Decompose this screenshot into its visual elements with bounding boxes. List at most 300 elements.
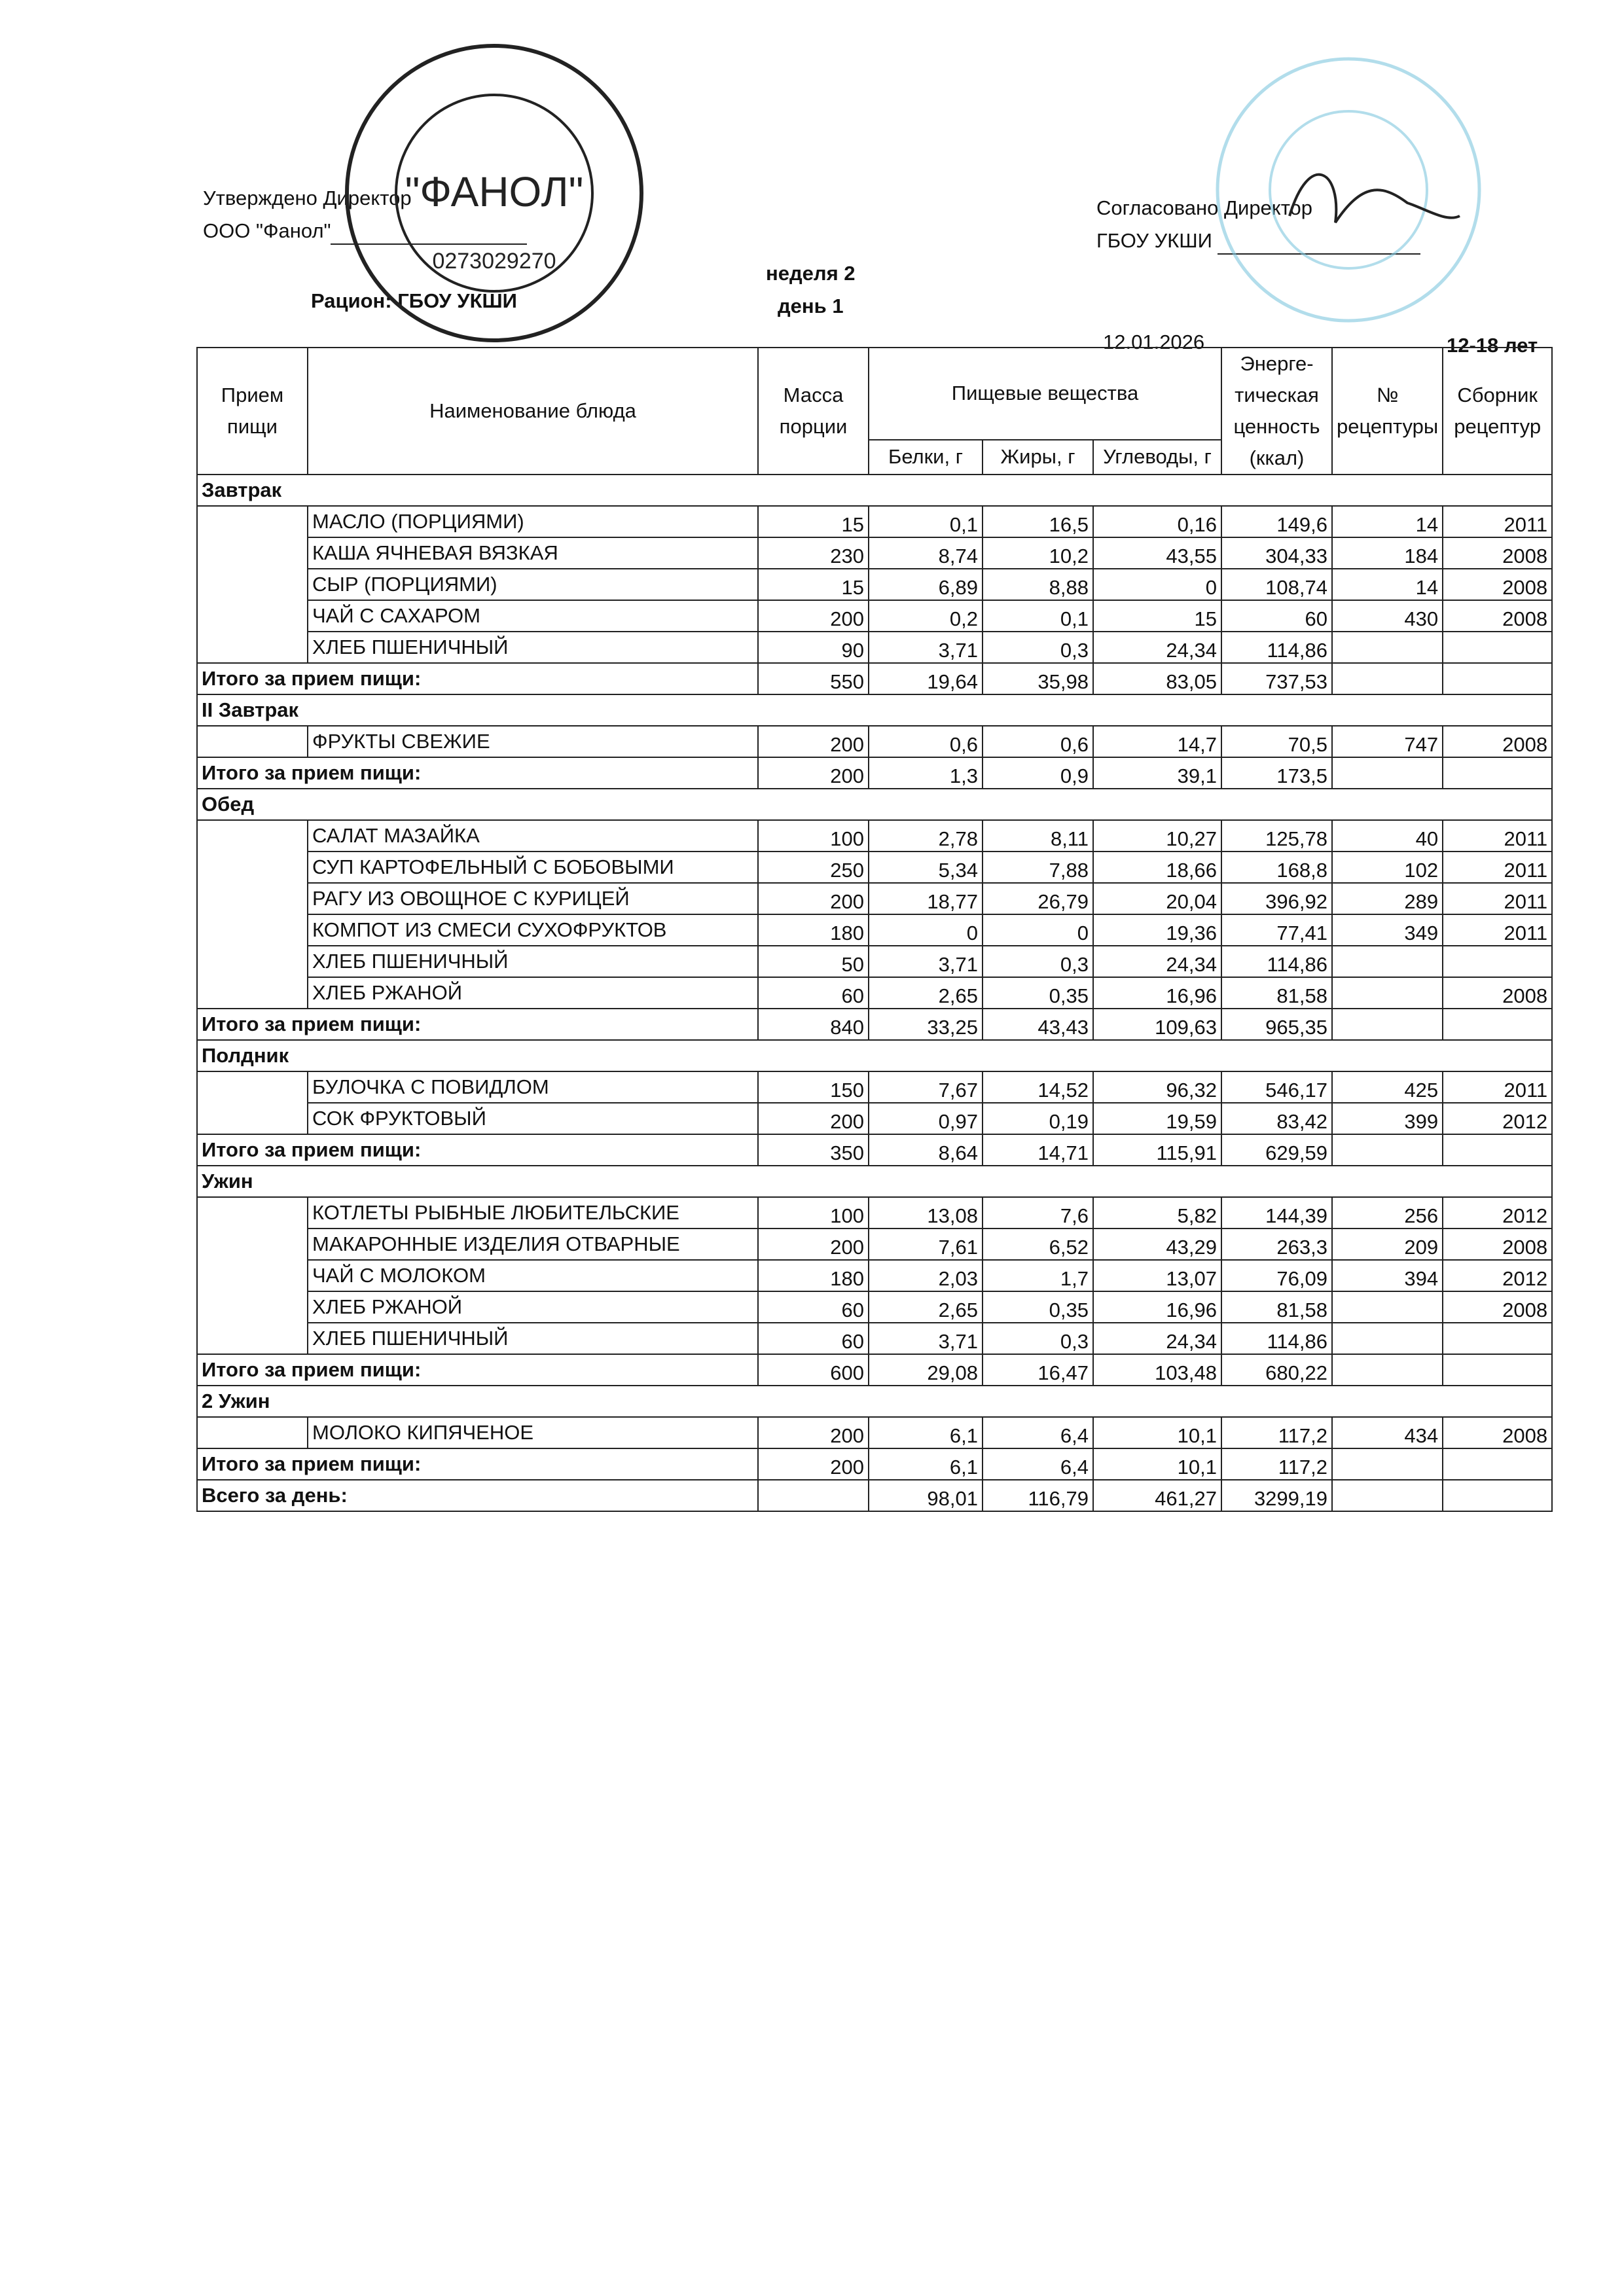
total-mass: 600: [758, 1354, 869, 1386]
signature-mark: [1290, 175, 1460, 223]
dish-mass: 200: [758, 1103, 869, 1134]
day-total-carbs: 461,27: [1093, 1480, 1221, 1511]
section-header: [197, 1166, 1552, 1197]
dish-recipe-no: [1332, 946, 1443, 977]
dish-energy: 114,86: [1221, 1323, 1332, 1354]
meal-cell: [197, 726, 308, 757]
agreed-org: ГБОУ УКШИ: [1096, 229, 1212, 252]
date: 12.01.2026: [1103, 331, 1205, 353]
day-label: день 1: [778, 295, 844, 317]
dish-carbs: 0,16: [1093, 506, 1221, 537]
total-protein: 33,25: [869, 1009, 983, 1040]
dish-recipe-no: [1332, 977, 1443, 1009]
dish-protein: 6,89: [869, 569, 983, 600]
day-total-mass: [758, 1480, 869, 1511]
dish-mass: 50: [758, 946, 869, 977]
dish-protein: 2,65: [869, 1291, 983, 1323]
meal-cell: [197, 1323, 308, 1354]
total-carbs: 115,91: [1093, 1134, 1221, 1166]
dish-fat: 8,11: [983, 820, 1093, 852]
dish-energy: 76,09: [1221, 1260, 1332, 1291]
meal-total-row: [197, 1009, 1552, 1040]
section-header: [197, 694, 1552, 726]
dish-carbs: 43,29: [1093, 1229, 1221, 1260]
dish-collection: 2012: [1443, 1197, 1552, 1229]
day-total-energy: 3299,19: [1221, 1480, 1332, 1511]
dish-row: [197, 1260, 1552, 1291]
col-recipe-no: № рецептуры: [1332, 348, 1443, 475]
meal-cell: [197, 1229, 308, 1260]
dish-carbs: 15: [1093, 600, 1221, 632]
dish-energy: 144,39: [1221, 1197, 1332, 1229]
dish-collection: 2011: [1443, 914, 1552, 946]
dish-energy: 81,58: [1221, 1291, 1332, 1323]
dish-mass: 60: [758, 977, 869, 1009]
day-total-protein: 98,01: [869, 1480, 983, 1511]
dish-fat: 0,35: [983, 1291, 1093, 1323]
dish-name: КОТЛЕТЫ РЫБНЫЕ ЛЮБИТЕЛЬСКИЕ: [308, 1197, 758, 1229]
meal-cell: [197, 977, 308, 1009]
meal-cell: [197, 600, 308, 632]
dish-name: ФРУКТЫ СВЕЖИЕ: [308, 726, 758, 757]
dish-protein: 8,74: [869, 537, 983, 569]
dish-name: МАКАРОННЫЕ ИЗДЕЛИЯ ОТВАРНЫЕ: [308, 1229, 758, 1260]
dish-carbs: 16,96: [1093, 977, 1221, 1009]
dish-carbs: 10,1: [1093, 1417, 1221, 1448]
dish-energy: 108,74: [1221, 569, 1332, 600]
meal-cell: [197, 852, 308, 883]
approved-label: Утверждено Директор: [203, 187, 412, 209]
dish-protein: 3,71: [869, 946, 983, 977]
dish-fat: 0,3: [983, 1323, 1093, 1354]
dish-row: [197, 820, 1552, 852]
total-energy: 737,53: [1221, 663, 1332, 694]
dish-recipe-no: [1332, 1291, 1443, 1323]
meal-cell: [197, 820, 308, 852]
day-total-label: Всего за день:: [197, 1480, 758, 1511]
day-total-recipe-no: [1332, 1480, 1443, 1511]
total-protein: 6,1: [869, 1448, 983, 1480]
day-total-collection: [1443, 1480, 1552, 1511]
dish-row: [197, 1229, 1552, 1260]
total-collection: [1443, 1354, 1552, 1386]
meal-cell: [197, 632, 308, 663]
dish-fat: 14,52: [983, 1071, 1093, 1103]
dish-collection: [1443, 946, 1552, 977]
dish-collection: 2008: [1443, 569, 1552, 600]
dish-collection: 2008: [1443, 1291, 1552, 1323]
dish-energy: 83,42: [1221, 1103, 1332, 1134]
dish-protein: 2,65: [869, 977, 983, 1009]
dish-recipe-no: 40: [1332, 820, 1443, 852]
dish-fat: 6,4: [983, 1417, 1093, 1448]
total-carbs: 83,05: [1093, 663, 1221, 694]
total-collection: [1443, 757, 1552, 789]
dish-carbs: 14,7: [1093, 726, 1221, 757]
dish-name: ХЛЕБ ПШЕНИЧНЫЙ: [308, 946, 758, 977]
dish-protein: 3,71: [869, 632, 983, 663]
dish-name: СУП КАРТОФЕЛЬНЫЙ С БОБОВЫМИ: [308, 852, 758, 883]
dish-row: [197, 569, 1552, 600]
dish-recipe-no: 209: [1332, 1229, 1443, 1260]
dish-row: [197, 946, 1552, 977]
dish-name: ХЛЕБ РЖАНОЙ: [308, 977, 758, 1009]
meal-cell: [197, 946, 308, 977]
dish-name: СОК ФРУКТОВЫЙ: [308, 1103, 758, 1134]
svg-text:0273029270: 0273029270: [432, 249, 556, 274]
menu-table: [196, 347, 1553, 1512]
meal-cell: [197, 1260, 308, 1291]
dish-protein: 18,77: [869, 883, 983, 914]
dish-collection: 2011: [1443, 852, 1552, 883]
dish-name: БУЛОЧКА С ПОВИДЛОМ: [308, 1071, 758, 1103]
meal-cell: [197, 1417, 308, 1448]
dish-mass: 15: [758, 569, 869, 600]
dish-protein: 7,67: [869, 1071, 983, 1103]
dish-collection: 2011: [1443, 820, 1552, 852]
dish-fat: 26,79: [983, 883, 1093, 914]
dish-protein: 5,34: [869, 852, 983, 883]
total-mass: 840: [758, 1009, 869, 1040]
dish-collection: 2011: [1443, 883, 1552, 914]
dish-fat: 8,88: [983, 569, 1093, 600]
dish-carbs: 0: [1093, 569, 1221, 600]
dish-row: [197, 632, 1552, 663]
dish-recipe-no: 14: [1332, 569, 1443, 600]
dish-energy: 81,58: [1221, 977, 1332, 1009]
dish-row: [197, 1103, 1552, 1134]
dish-recipe-no: 102: [1332, 852, 1443, 883]
total-recipe-no: [1332, 1134, 1443, 1166]
dish-fat: 7,88: [983, 852, 1093, 883]
dish-protein: 7,61: [869, 1229, 983, 1260]
dish-energy: 114,86: [1221, 946, 1332, 977]
dish-fat: 0,3: [983, 632, 1093, 663]
dish-fat: 0: [983, 914, 1093, 946]
dish-protein: 13,08: [869, 1197, 983, 1229]
dish-mass: 200: [758, 1229, 869, 1260]
dish-collection: [1443, 1323, 1552, 1354]
dish-row: [197, 537, 1552, 569]
meal-total-row: [197, 1448, 1552, 1480]
total-mass: 200: [758, 1448, 869, 1480]
total-mass: 200: [758, 757, 869, 789]
total-energy: 173,5: [1221, 757, 1332, 789]
total-carbs: 10,1: [1093, 1448, 1221, 1480]
dish-energy: 117,2: [1221, 1417, 1332, 1448]
col-protein: Белки, г: [869, 440, 983, 475]
meal-total-row: [197, 1354, 1552, 1386]
dish-name: МОЛОКО КИПЯЧЕНОЕ: [308, 1417, 758, 1448]
section-title: 2 Ужин: [197, 1386, 1552, 1417]
total-recipe-no: [1332, 1448, 1443, 1480]
meal-total-label: Итого за прием пищи:: [197, 1009, 758, 1040]
dish-collection: 2008: [1443, 1417, 1552, 1448]
col-carbs: Углеводы, г: [1093, 440, 1221, 475]
total-protein: 8,64: [869, 1134, 983, 1166]
meal-cell: [197, 1197, 308, 1229]
total-carbs: 103,48: [1093, 1354, 1221, 1386]
dish-row: [197, 506, 1552, 537]
col-collection: Сборник рецептур: [1443, 348, 1552, 475]
dish-row: [197, 977, 1552, 1009]
dish-mass: 180: [758, 914, 869, 946]
dish-recipe-no: 747: [1332, 726, 1443, 757]
dish-carbs: 18,66: [1093, 852, 1221, 883]
dish-protein: 2,78: [869, 820, 983, 852]
total-protein: 19,64: [869, 663, 983, 694]
total-recipe-no: [1332, 757, 1443, 789]
dish-mass: 150: [758, 1071, 869, 1103]
dish-row: [197, 852, 1552, 883]
dish-energy: 396,92: [1221, 883, 1332, 914]
col-name: Наименование блюда: [308, 348, 758, 475]
section-header: [197, 789, 1552, 820]
meal-cell: [197, 537, 308, 569]
dish-collection: 2011: [1443, 1071, 1552, 1103]
dish-name: КОМПОТ ИЗ СМЕСИ СУХОФРУКТОВ: [308, 914, 758, 946]
dish-carbs: 24,34: [1093, 632, 1221, 663]
dish-recipe-no: 349: [1332, 914, 1443, 946]
dish-fat: 7,6: [983, 1197, 1093, 1229]
dish-carbs: 24,34: [1093, 1323, 1221, 1354]
dish-protein: 6,1: [869, 1417, 983, 1448]
dish-row: [197, 600, 1552, 632]
section-title: Завтрак: [197, 475, 1552, 506]
dish-recipe-no: [1332, 1323, 1443, 1354]
total-fat: 16,47: [983, 1354, 1093, 1386]
meal-total-label: Итого за прием пищи:: [197, 1134, 758, 1166]
meal-cell: [197, 883, 308, 914]
dish-protein: 0,1: [869, 506, 983, 537]
dish-protein: 2,03: [869, 1260, 983, 1291]
dish-fat: 1,7: [983, 1260, 1093, 1291]
dish-name: ЧАЙ С МОЛОКОМ: [308, 1260, 758, 1291]
col-fat: Жиры, г: [983, 440, 1093, 475]
section-title: Обед: [197, 789, 1552, 820]
dish-fat: 0,3: [983, 946, 1093, 977]
dish-collection: 2008: [1443, 1229, 1552, 1260]
meal-cell: [197, 914, 308, 946]
menu-body: [197, 475, 1552, 1511]
col-meal: Прием пищи: [197, 348, 308, 475]
total-recipe-no: [1332, 1354, 1443, 1386]
meal-cell: [197, 1103, 308, 1134]
day-total-row: [197, 1480, 1552, 1511]
section-title: II Завтрак: [197, 694, 1552, 726]
dish-name: КАША ЯЧНЕВАЯ ВЯЗКАЯ: [308, 537, 758, 569]
section-header: [197, 1386, 1552, 1417]
ration-label: Рацион: ГБОУ УКШИ: [311, 289, 517, 312]
dish-protein: 0: [869, 914, 983, 946]
dish-fat: 10,2: [983, 537, 1093, 569]
dish-protein: 0,6: [869, 726, 983, 757]
total-recipe-no: [1332, 1009, 1443, 1040]
meal-total-label: Итого за прием пищи:: [197, 757, 758, 789]
dish-row: [197, 1417, 1552, 1448]
dish-name: ХЛЕБ ПШЕНИЧНЫЙ: [308, 1323, 758, 1354]
dish-mass: 90: [758, 632, 869, 663]
svg-text:"ФАНОЛ": "ФАНОЛ": [405, 168, 584, 215]
dish-fat: 6,52: [983, 1229, 1093, 1260]
dish-collection: 2008: [1443, 977, 1552, 1009]
dish-recipe-no: 425: [1332, 1071, 1443, 1103]
dish-name: ХЛЕБ РЖАНОЙ: [308, 1291, 758, 1323]
dish-name: РАГУ ИЗ ОВОЩНОЕ С КУРИЦЕЙ: [308, 883, 758, 914]
dish-recipe-no: 394: [1332, 1260, 1443, 1291]
meal-total-row: [197, 757, 1552, 789]
dish-protein: 3,71: [869, 1323, 983, 1354]
dish-carbs: 10,27: [1093, 820, 1221, 852]
dish-collection: 2008: [1443, 726, 1552, 757]
meal-total-label: Итого за прием пищи:: [197, 1354, 758, 1386]
dish-name: МАСЛО (ПОРЦИЯМИ): [308, 506, 758, 537]
col-mass: Масса порции: [758, 348, 869, 475]
dish-collection: [1443, 632, 1552, 663]
dish-mass: 200: [758, 883, 869, 914]
total-protein: 1,3: [869, 757, 983, 789]
dish-carbs: 43,55: [1093, 537, 1221, 569]
dish-row: [197, 914, 1552, 946]
agreed-label: Согласовано Директор: [1096, 196, 1313, 219]
dish-energy: 70,5: [1221, 726, 1332, 757]
dish-fat: 0,1: [983, 600, 1093, 632]
dish-protein: 0,2: [869, 600, 983, 632]
dish-fat: 0,19: [983, 1103, 1093, 1134]
total-fat: 14,71: [983, 1134, 1093, 1166]
dish-energy: 149,6: [1221, 506, 1332, 537]
dish-carbs: 96,32: [1093, 1071, 1221, 1103]
dish-energy: 304,33: [1221, 537, 1332, 569]
total-recipe-no: [1332, 663, 1443, 694]
section-title: Ужин: [197, 1166, 1552, 1197]
total-protein: 29,08: [869, 1354, 983, 1386]
dish-mass: 200: [758, 600, 869, 632]
day-total-fat: 116,79: [983, 1480, 1093, 1511]
dish-mass: 60: [758, 1323, 869, 1354]
dish-row: [197, 1323, 1552, 1354]
dish-energy: 114,86: [1221, 632, 1332, 663]
dish-mass: 200: [758, 726, 869, 757]
dish-recipe-no: 14: [1332, 506, 1443, 537]
meal-total-label: Итого за прием пищи:: [197, 1448, 758, 1480]
dish-recipe-no: 430: [1332, 600, 1443, 632]
meal-total-label: Итого за прием пищи:: [197, 663, 758, 694]
section-title: Полдник: [197, 1040, 1552, 1071]
dish-collection: 2008: [1443, 537, 1552, 569]
total-energy: 965,35: [1221, 1009, 1332, 1040]
total-collection: [1443, 1134, 1552, 1166]
dish-recipe-no: 289: [1332, 883, 1443, 914]
dish-mass: 100: [758, 820, 869, 852]
total-fat: 0,9: [983, 757, 1093, 789]
total-mass: 350: [758, 1134, 869, 1166]
meal-cell: [197, 506, 308, 537]
meal-total-row: [197, 663, 1552, 694]
dish-name: ХЛЕБ ПШЕНИЧНЫЙ: [308, 632, 758, 663]
dish-mass: 60: [758, 1291, 869, 1323]
dish-collection: 2012: [1443, 1260, 1552, 1291]
dish-name: САЛАТ МАЗАЙКА: [308, 820, 758, 852]
total-collection: [1443, 1009, 1552, 1040]
dish-recipe-no: 434: [1332, 1417, 1443, 1448]
week-label: неделя 2: [766, 262, 856, 285]
total-energy: 680,22: [1221, 1354, 1332, 1386]
dish-mass: 15: [758, 506, 869, 537]
dish-collection: 2011: [1443, 506, 1552, 537]
dish-energy: 77,41: [1221, 914, 1332, 946]
dish-row: [197, 883, 1552, 914]
dish-recipe-no: [1332, 632, 1443, 663]
dish-row: [197, 1291, 1552, 1323]
dish-carbs: 20,04: [1093, 883, 1221, 914]
meal-cell: [197, 569, 308, 600]
dish-name: ЧАЙ С САХАРОМ: [308, 600, 758, 632]
total-energy: 629,59: [1221, 1134, 1332, 1166]
dish-fat: 16,5: [983, 506, 1093, 537]
dish-fat: 0,6: [983, 726, 1093, 757]
total-energy: 117,2: [1221, 1448, 1332, 1480]
total-fat: 35,98: [983, 663, 1093, 694]
dish-mass: 230: [758, 537, 869, 569]
col-energy: Энерге-тическая ценность (ккал): [1221, 348, 1332, 475]
dish-energy: 60: [1221, 600, 1332, 632]
dish-carbs: 19,36: [1093, 914, 1221, 946]
dish-row: [197, 1197, 1552, 1229]
dish-energy: 125,78: [1221, 820, 1332, 852]
col-nutrients: Пищевые вещества: [869, 348, 1221, 440]
total-collection: [1443, 663, 1552, 694]
dish-carbs: 5,82: [1093, 1197, 1221, 1229]
section-header: [197, 1040, 1552, 1071]
dish-recipe-no: 399: [1332, 1103, 1443, 1134]
dish-protein: 0,97: [869, 1103, 983, 1134]
age-group: 12-18 лет: [1447, 334, 1538, 357]
dish-collection: 2008: [1443, 600, 1552, 632]
dish-name: СЫР (ПОРЦИЯМИ): [308, 569, 758, 600]
total-mass: 550: [758, 663, 869, 694]
dish-energy: 168,8: [1221, 852, 1332, 883]
meal-cell: [197, 1291, 308, 1323]
dish-energy: 546,17: [1221, 1071, 1332, 1103]
total-carbs: 39,1: [1093, 757, 1221, 789]
dish-mass: 180: [758, 1260, 869, 1291]
dish-fat: 0,35: [983, 977, 1093, 1009]
company-stamp: [340, 39, 648, 347]
dish-carbs: 16,96: [1093, 1291, 1221, 1323]
school-stamp: [1211, 52, 1486, 327]
meal-total-row: [197, 1134, 1552, 1166]
total-carbs: 109,63: [1093, 1009, 1221, 1040]
total-collection: [1443, 1448, 1552, 1480]
dish-recipe-no: 256: [1332, 1197, 1443, 1229]
meal-cell: [197, 1071, 308, 1103]
dish-carbs: 13,07: [1093, 1260, 1221, 1291]
dish-collection: 2012: [1443, 1103, 1552, 1134]
dish-row: [197, 726, 1552, 757]
total-fat: 43,43: [983, 1009, 1093, 1040]
dish-recipe-no: 184: [1332, 537, 1443, 569]
dish-energy: 263,3: [1221, 1229, 1332, 1260]
section-header: [197, 475, 1552, 506]
dish-carbs: 24,34: [1093, 946, 1221, 977]
dish-mass: 100: [758, 1197, 869, 1229]
dish-mass: 200: [758, 1417, 869, 1448]
dish-row: [197, 1071, 1552, 1103]
approved-org: ООО "Фанол": [203, 219, 331, 242]
dish-carbs: 19,59: [1093, 1103, 1221, 1134]
total-fat: 6,4: [983, 1448, 1093, 1480]
